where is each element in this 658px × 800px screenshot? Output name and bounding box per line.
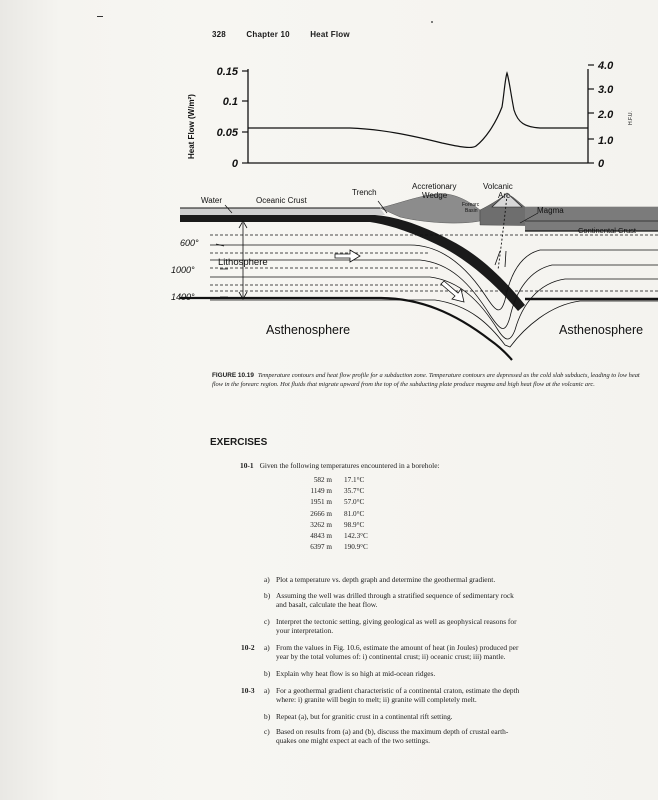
exercise-number: 10-1 — [240, 461, 254, 470]
heat-flow-curve — [248, 73, 588, 147]
label-asthenosphere-right: Asthenosphere — [559, 323, 644, 337]
cross-section — [171, 182, 658, 360]
subduction-figure — [171, 55, 658, 360]
exercise-10-1c — [264, 617, 646, 636]
table-row — [284, 474, 404, 485]
item-text: year by the total volumes of: i) continental crust; ii) oceanic crust; iii) mantle. — [276, 652, 506, 662]
hfu-tick-label: 1.0 — [598, 135, 614, 147]
temp-cell: 190.9°C — [344, 543, 368, 552]
exercise-number: 10-2 — [241, 643, 255, 652]
label-isotherm-1400: 1400° — [171, 292, 195, 302]
temp-cell: 17.1°C — [344, 475, 365, 484]
item-text: and basalt, calculate the heat flow. — [276, 600, 378, 610]
label-arc: Arc — [498, 191, 510, 200]
item-text: Plot a temperature vs. depth graph and determine the geothermal gradient. — [276, 575, 496, 584]
depth-cell: 582 m — [313, 475, 332, 484]
item-letter: c) — [264, 727, 270, 736]
chapter-label: Chapter 10 — [246, 30, 290, 39]
exercise-number: 10-3 — [241, 686, 255, 695]
hfu-tick-label: 4.0 — [598, 60, 614, 72]
depth-cell: 1951 m — [310, 498, 332, 507]
item-text: Assuming the well was drilled through a stratified sequence of sedimentary rock — [276, 591, 514, 600]
temp-cell: 35.7°C — [344, 486, 365, 495]
exercises-heading: EXERCISES — [210, 437, 268, 448]
running-header — [212, 30, 368, 39]
section-title: Heat Flow — [310, 30, 350, 39]
caption-text: Temperature contours and heat flow profile for a subduction zone. Temperature contours are depressed as the cold slab subducts, leading to low heat flow in the forearc region. Hot fluids that migrate upward from the top of the subducting plate produce magma and high heat flow at the volcanic arc. — [212, 372, 640, 388]
temp-cell: 57.0°C — [344, 498, 365, 507]
exercise-10-1b — [264, 591, 646, 610]
item-text: For a geothermal gradient characteristic of a continental craton, estimate the depth — [276, 686, 520, 695]
temp-cell: 81.0°C — [344, 509, 365, 518]
label-lithosphere: Lithosphere — [218, 257, 268, 268]
caption-label: FIGURE 10.19 — [212, 372, 254, 379]
label-isotherm-600: 600° — [180, 238, 199, 248]
page-number: 328 — [212, 30, 226, 39]
hfu-tick-label: 0 — [598, 158, 605, 170]
item-letter: c) — [264, 617, 270, 626]
label-forearc: Forearc — [462, 202, 480, 208]
table-row — [284, 519, 404, 530]
label-magma: Magma — [537, 206, 564, 215]
item-text: Interpret the tectonic setting, giving geological as well as geophysical reasons for — [276, 617, 517, 626]
table-row — [284, 508, 404, 519]
item-letter: b) — [264, 712, 271, 721]
label-trench: Trench — [352, 188, 377, 197]
item-text: Repeat (a), but for granitic crust in a continental rift setting. — [276, 712, 453, 721]
item-text: From the values in Fig. 10.6, estimate the amount of heat (in Joules) produced per — [276, 643, 519, 652]
hfu-tick-label: 2.0 — [598, 109, 614, 121]
item-text: Explain why heat flow is so high at mid-ocean ridges. — [276, 669, 436, 678]
heat-tick-label: 0 — [231, 158, 238, 170]
label-basin: Basin — [465, 208, 478, 214]
figure-caption — [212, 372, 650, 389]
table-row — [284, 530, 404, 541]
depth-cell: 1149 m — [310, 486, 332, 495]
item-text: where: i) granite will begin to melt; ii) granite will completely melt. — [276, 695, 477, 705]
label-volcanic: Volcanic — [483, 182, 513, 191]
item-letter: a) — [264, 686, 270, 695]
label-accretionary: Accretionary — [412, 182, 457, 191]
margin-mark — [97, 16, 103, 17]
item-letter: b) — [264, 591, 271, 600]
item-text: your interpretation. — [276, 626, 334, 636]
label-water: Water — [201, 196, 223, 205]
temp-cell: 98.9°C — [344, 520, 365, 529]
heat-axis-label: Heat Flow (W/m²) — [187, 94, 196, 159]
hfu-axis-label: H.F.U. — [628, 111, 634, 125]
exercise-10-3a — [241, 686, 646, 705]
label-wedge: Wedge — [422, 191, 448, 200]
item-letter: b) — [264, 669, 271, 678]
table-row — [284, 485, 404, 496]
hfu-tick-label: 3.0 — [598, 84, 614, 96]
exercise-10-2a — [241, 643, 646, 662]
borehole-table — [284, 474, 404, 553]
depth-cell: 3262 m — [310, 520, 332, 529]
temp-cell: 142.3°C — [344, 532, 368, 541]
exercise-10-3c — [264, 727, 646, 746]
item-text: Based on results from (a) and (b), discuss the maximum depth of crustal earth- — [276, 727, 509, 736]
item-text: quakes one might expect at each of the two settings. — [276, 736, 430, 746]
depth-cell: 6397 m — [310, 543, 332, 552]
depth-cell: 2666 m — [310, 509, 332, 518]
exercise-10-1a — [264, 575, 646, 584]
depth-cell: 4843 m — [310, 532, 332, 541]
heat-flow-plot — [187, 60, 634, 170]
label-oceanic-crust: Oceanic Crust — [256, 196, 307, 205]
table-row — [284, 497, 404, 508]
heat-tick-label: 0.1 — [222, 96, 238, 108]
exercise-10-2b — [264, 669, 646, 678]
item-letter: a) — [264, 575, 270, 584]
table-row — [284, 542, 404, 553]
heat-tick-label: 0.05 — [216, 127, 238, 139]
speck — [431, 21, 433, 23]
label-isotherm-1000: 1000° — [171, 265, 195, 275]
exercise-prompt: Given the following temperatures encountered in a borehole: — [259, 461, 440, 470]
exercise-10-1 — [240, 461, 640, 471]
heat-tick-label: 0.15 — [216, 66, 238, 78]
label-continental-crust: Continental Crust — [578, 226, 636, 235]
label-asthenosphere-left: Asthenosphere — [266, 323, 351, 337]
item-letter: a) — [264, 643, 270, 652]
exercise-10-3b — [264, 712, 646, 721]
